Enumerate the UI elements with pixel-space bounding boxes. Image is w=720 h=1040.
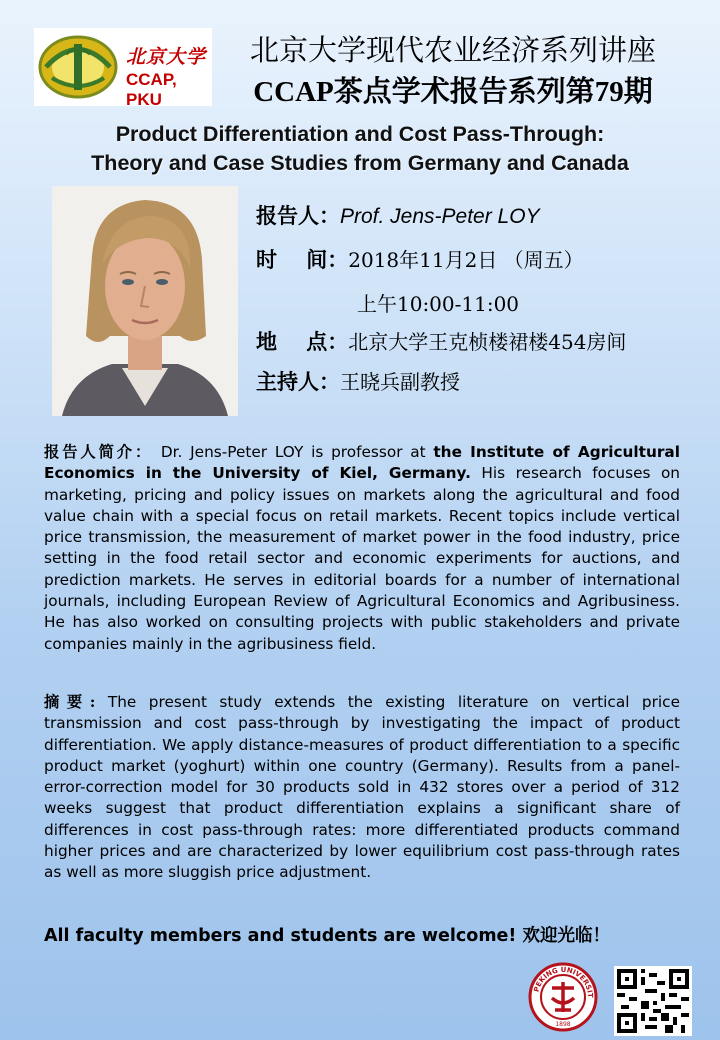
qr-code-icon [617, 969, 689, 1033]
bio-text-post: His research focuses on marketing, pricing and policy issues on markets along the agricultural and food value chain with a special focus on retail markets. Recent topics include vertical price transmission, the measurement of market power in the food industry, price setting in the food retail sector and economic experiments for auctions, and prediction markets. He serves in editorial boards for a number of international journals, including European Review of Agricultural Economics and Agribusiness. He has also worked on consulting projects with public stakeholders and private companies mainly in the agribusiness field. [44, 464, 680, 653]
date-value: 2018年11月2日 （周五） [348, 248, 584, 272]
welcome-english: All faculty members and students are welcome! [44, 926, 523, 946]
peking-university-seal [528, 962, 598, 1032]
svg-text:PEKING UNIVERSITY: PEKING UNIVERSIT [532, 965, 595, 999]
speaker-name: Prof. Jens-Peter LOY [340, 205, 540, 228]
series-title: 北京大学现代农业经济系列讲座 [249, 33, 656, 67]
talk-title-line-2: Theory and Case Studies from Germany and Canada [91, 151, 629, 175]
talk-title-line-1: Product Differentiation and Cost Pass-Through: [115, 122, 605, 146]
ccap-logo [34, 28, 212, 109]
speaker-photo [52, 186, 238, 416]
time-value-row [357, 288, 519, 317]
place-value: 北京大学王克桢楼裙楼454房间 [348, 330, 627, 354]
ccap-emblem-icon [36, 32, 120, 102]
abstract-text: The present study extends the existing literature on vertical price transmission and cost pass-through by investigating the impact of product differentiation. We apply distance-measures of product differentiation to a specific product market (yoghurt) within one country (Germany). Results from a panel-error-correction model for 30 products sold in 432 stores over a period of 312 weeks suggest that product differentiation explains a significant share of differences in cost pass-through rates: more differentiated products command higher prices and are characterized by lower equilibrium cost pass-through rates as well as more sluggish price adjustment. [44, 693, 680, 882]
place-row [256, 326, 626, 356]
welcome-line [44, 922, 610, 947]
speaker-bio [44, 442, 680, 655]
time-value: 上午10:00-11:00 [357, 292, 520, 316]
time-label: 时 间： [256, 247, 349, 272]
speaker-label: 报告人： [256, 203, 340, 228]
host-row [256, 366, 460, 396]
series-issue: CCAP茶点学术报告系列第79期 [253, 76, 653, 108]
logo-chinese-text: 北京大学 [126, 46, 207, 68]
pku-seal-icon [528, 962, 598, 1032]
abstract [44, 692, 680, 884]
svg-text:1898: 1898 [555, 1021, 571, 1028]
time-row [256, 244, 584, 274]
welcome-chinese: 欢迎光临！ [522, 926, 610, 946]
bio-text-pre: Dr. Jens-Peter LOY is professor at [153, 443, 434, 461]
speaker-portrait-image [52, 186, 238, 416]
logo-english-text: CCAP, PKU [126, 70, 177, 109]
host-value: 王晓兵副教授 [340, 370, 460, 394]
host-label: 主持人： [256, 369, 340, 394]
place-label: 地 点： [256, 329, 349, 354]
speaker-row [256, 200, 540, 230]
talk-title [30, 120, 690, 178]
bio-institute: the Institute of Agricultural Economics in the University of Kiel, Germany. [44, 443, 680, 483]
qr-code [614, 966, 692, 1036]
bio-label: 报告人简介： [44, 443, 154, 461]
abstract-label: 摘要: [44, 693, 96, 711]
